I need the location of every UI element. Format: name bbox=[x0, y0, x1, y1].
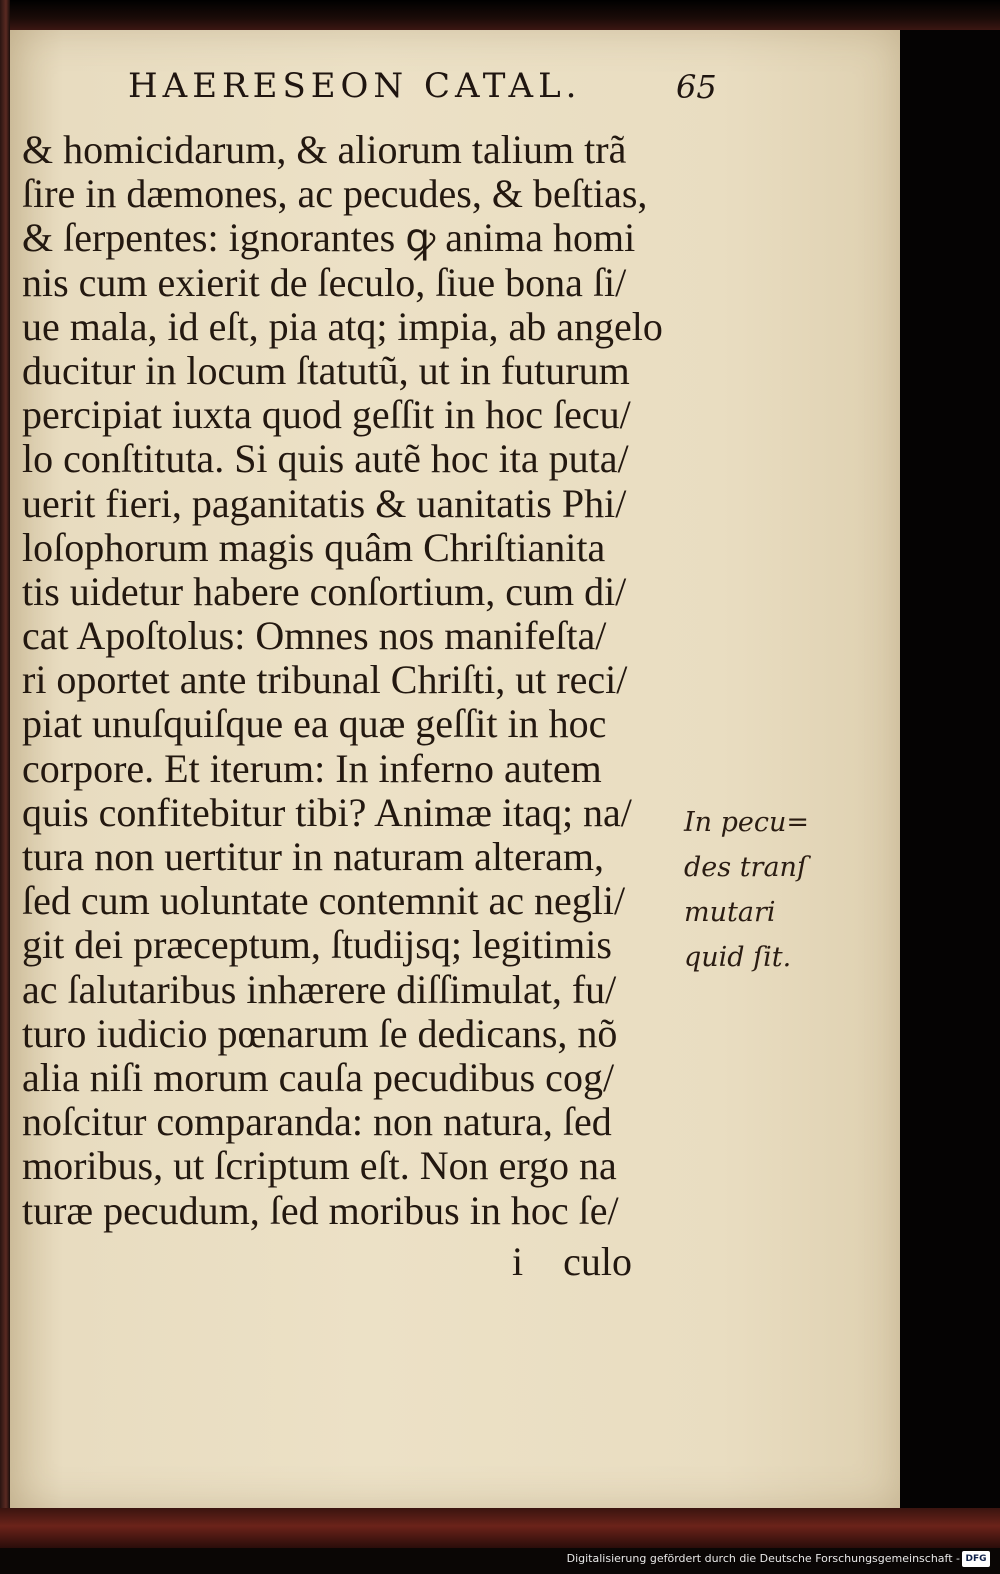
text-line: ſire in dæmones, ac pecudes, & beſtias, bbox=[22, 172, 648, 217]
text-line: git dei præceptum, ſtudijsq; legitimis bbox=[22, 923, 612, 968]
text-line: tura non uertitur in naturam alteram, bbox=[22, 835, 605, 879]
text-line: & homicidarum, & aliorum talium trã bbox=[22, 128, 627, 172]
text-line: tis uidetur habere conſortium, cum di/ bbox=[22, 569, 627, 614]
text-line: corpore. Et iterum: In inferno autem bbox=[22, 746, 602, 791]
text-line: ducitur in locum ſtatutũ, ut in futurum bbox=[22, 348, 630, 393]
text-line: turo iudicio pœnarum ſe dedicans, nõ bbox=[22, 1011, 618, 1056]
marginal-note-line: In pecu= bbox=[684, 807, 810, 838]
marginal-note-line: quid ſit. bbox=[684, 942, 792, 973]
main-text-block bbox=[22, 128, 702, 1233]
page-header bbox=[128, 62, 728, 122]
text-line: nis cum exierit de ſeculo, ſiue bona ſi/ bbox=[22, 260, 627, 305]
text-line: turæ pecudum, ſed moribus in hoc ſe/ bbox=[22, 1188, 619, 1233]
scan-top-edge bbox=[10, 0, 1000, 30]
text-line: ri oportet ante tribunal Chriſti, ut reci/ bbox=[22, 658, 628, 703]
catchword: i culo bbox=[512, 1239, 632, 1284]
text-line: & ſerpentes: ignorantes ꝙ anima homi bbox=[22, 216, 636, 261]
digitization-credit: Digitalisierung gefördert durch die Deutsche Forschungsgemeinschaft - bbox=[566, 1552, 960, 1565]
text-line: alia niſi morum cauſa pecudibus cog/ bbox=[22, 1055, 615, 1100]
text-line: percipiat iuxta quod geſſit in hoc ſecu/ bbox=[22, 393, 631, 438]
marginal-note-line: mutari bbox=[684, 897, 776, 928]
text-line: ue mala, id eſt, pia atq; impia, ab angelo bbox=[22, 304, 663, 349]
book-cover-edge bbox=[0, 1508, 1000, 1548]
text-line: noſcitur comparanda: non natura, ſed bbox=[22, 1100, 612, 1145]
marginal-note bbox=[684, 800, 834, 980]
text-line: cat Apoſtolus: Omnes nos manifeſta/ bbox=[22, 614, 607, 659]
running-title: HAERESEON CATAL. bbox=[128, 66, 582, 106]
text-line: ac ſalutaribus inhærere diſſimulat, fu/ bbox=[22, 967, 617, 1012]
dfg-logo: DFG bbox=[962, 1551, 990, 1567]
text-line: lo conſtituta. Si quis autẽ hoc ita puta/ bbox=[22, 437, 629, 482]
scan-right-edge bbox=[900, 30, 1000, 1508]
text-line: moribus, ut ſcriptum eſt. Non ergo na bbox=[22, 1144, 617, 1189]
text-line: ſed cum uoluntate contemnit ac negli/ bbox=[22, 879, 626, 924]
text-line: loſophorum magis quâm Chriſtianita bbox=[22, 525, 606, 570]
text-line: piat unuſquiſque ea quæ geſſit in hoc bbox=[22, 702, 607, 747]
text-line: quis confitebitur tibi? Animæ itaq; na/ bbox=[22, 790, 632, 835]
book-binding-edge bbox=[0, 0, 10, 1574]
page-number: 65 bbox=[676, 68, 717, 106]
marginal-note-line: des tranſ bbox=[684, 852, 807, 883]
text-line: uerit fieri, paganitatis & uanitatis Phi/ bbox=[22, 481, 627, 526]
